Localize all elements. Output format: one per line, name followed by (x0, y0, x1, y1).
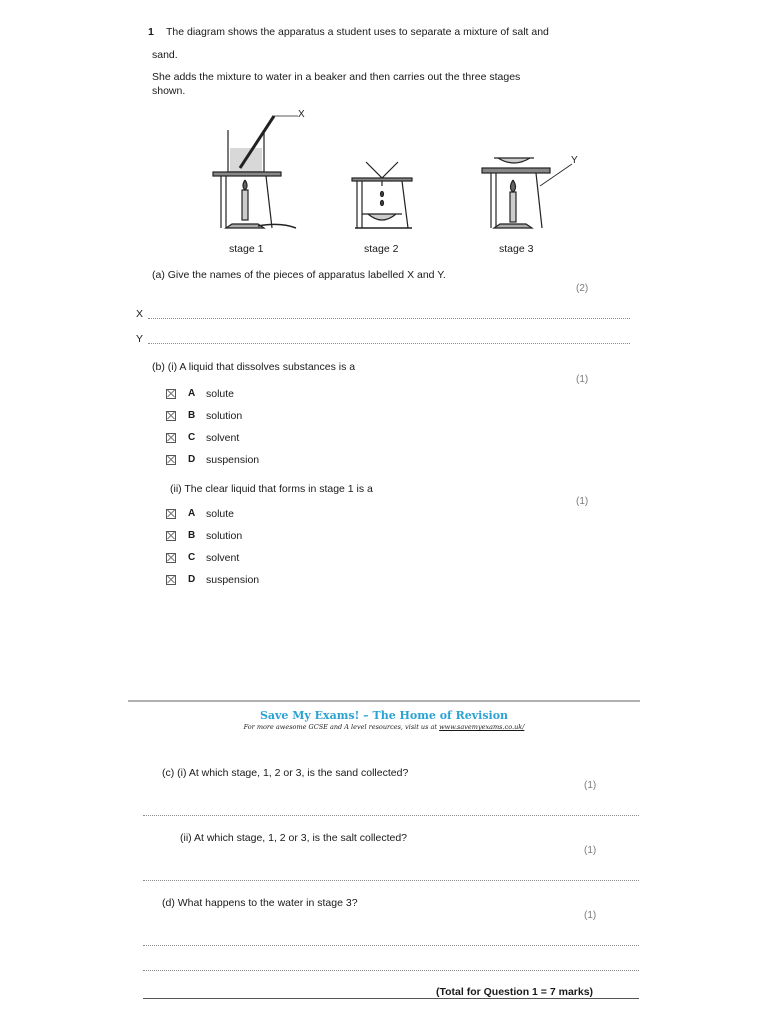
part-d-question: (d) What happens to the water in stage 3? (162, 897, 358, 909)
answer-label-x: X (136, 308, 144, 320)
option-letter: B (188, 410, 196, 421)
answer-line-d2[interactable] (143, 970, 639, 971)
tagline-text: For more awesome GCSE and A level resources, visit us at (243, 723, 437, 731)
part-b2-question: (ii) The clear liquid that forms in stage 1 is a (170, 483, 373, 495)
label-x: X (298, 109, 305, 120)
answer-line-c1[interactable] (143, 815, 639, 816)
stage1-apparatus (213, 116, 298, 228)
part-d-marks: (1) (584, 910, 597, 921)
part-b1-marks: (1) (576, 374, 589, 385)
option-text: solution (206, 410, 243, 422)
stage-3-label: stage 3 (499, 243, 534, 255)
option-checkbox[interactable] (166, 509, 176, 519)
total-underline (143, 998, 639, 999)
option-checkbox[interactable] (166, 389, 176, 399)
total-marks: (Total for Question 1 = 7 marks) (436, 986, 594, 998)
intro-line-2: sand. (152, 49, 178, 61)
question-number: 1 (148, 26, 154, 38)
intro-line-4: shown. (152, 85, 186, 97)
part-a-marks: (2) (576, 283, 589, 294)
answer-label-y: Y (136, 333, 144, 345)
option-checkbox[interactable] (166, 575, 176, 585)
option-letter: C (188, 432, 196, 443)
website-link[interactable]: www.savemyexams.co.uk/ (439, 723, 525, 731)
stage2-apparatus (352, 162, 412, 228)
option-letter: D (188, 574, 196, 585)
answer-line-y[interactable] (148, 343, 630, 344)
option-text: solute (206, 388, 235, 400)
option-text: suspension (206, 454, 260, 466)
option-checkbox[interactable] (166, 553, 176, 563)
option-checkbox[interactable] (166, 433, 176, 443)
part-c2-marks: (1) (584, 845, 597, 856)
page-divider (128, 700, 640, 702)
label-y: Y (571, 155, 578, 166)
answer-line-d1[interactable] (143, 945, 639, 946)
option-text: solvent (206, 432, 240, 444)
answer-line-x[interactable] (148, 318, 630, 319)
intro-line-1: The diagram shows the apparatus a student uses to separate a mixture of salt and (166, 26, 549, 38)
brand-tagline (0, 723, 768, 731)
apparatus-diagram (0, 100, 768, 360)
option-text: solute (206, 508, 235, 520)
option-letter: A (188, 508, 196, 519)
part-c1-question: (c) (i) At which stage, 1, 2 or 3, is the sand collected? (162, 767, 409, 779)
part-b2-marks: (1) (576, 496, 589, 507)
part-b1-question: (b) (i) A liquid that dissolves substances is a (152, 361, 356, 373)
option-letter: A (188, 388, 196, 399)
stage-2-label: stage 2 (364, 243, 399, 255)
part-c2-question: (ii) At which stage, 1, 2 or 3, is the salt collected? (180, 832, 408, 844)
option-text: solvent (206, 552, 240, 564)
option-checkbox[interactable] (166, 531, 176, 541)
option-checkbox[interactable] (166, 411, 176, 421)
intro-line-3: She adds the mixture to water in a beaker and then carries out the three stages (152, 71, 521, 83)
option-letter: B (188, 530, 196, 541)
option-text: suspension (206, 574, 260, 586)
option-checkbox[interactable] (166, 455, 176, 465)
part-c1-marks: (1) (584, 780, 597, 791)
answer-line-c2[interactable] (143, 880, 639, 881)
option-letter: D (188, 454, 196, 465)
option-letter: C (188, 552, 196, 563)
stage3-apparatus (482, 158, 572, 228)
brand-title: Save My Exams! – The Home of Revision (259, 709, 509, 722)
stage-1-label: stage 1 (229, 243, 264, 255)
option-text: solution (206, 530, 243, 542)
part-a-question: (a) Give the names of the pieces of apparatus labelled X and Y. (152, 269, 446, 281)
